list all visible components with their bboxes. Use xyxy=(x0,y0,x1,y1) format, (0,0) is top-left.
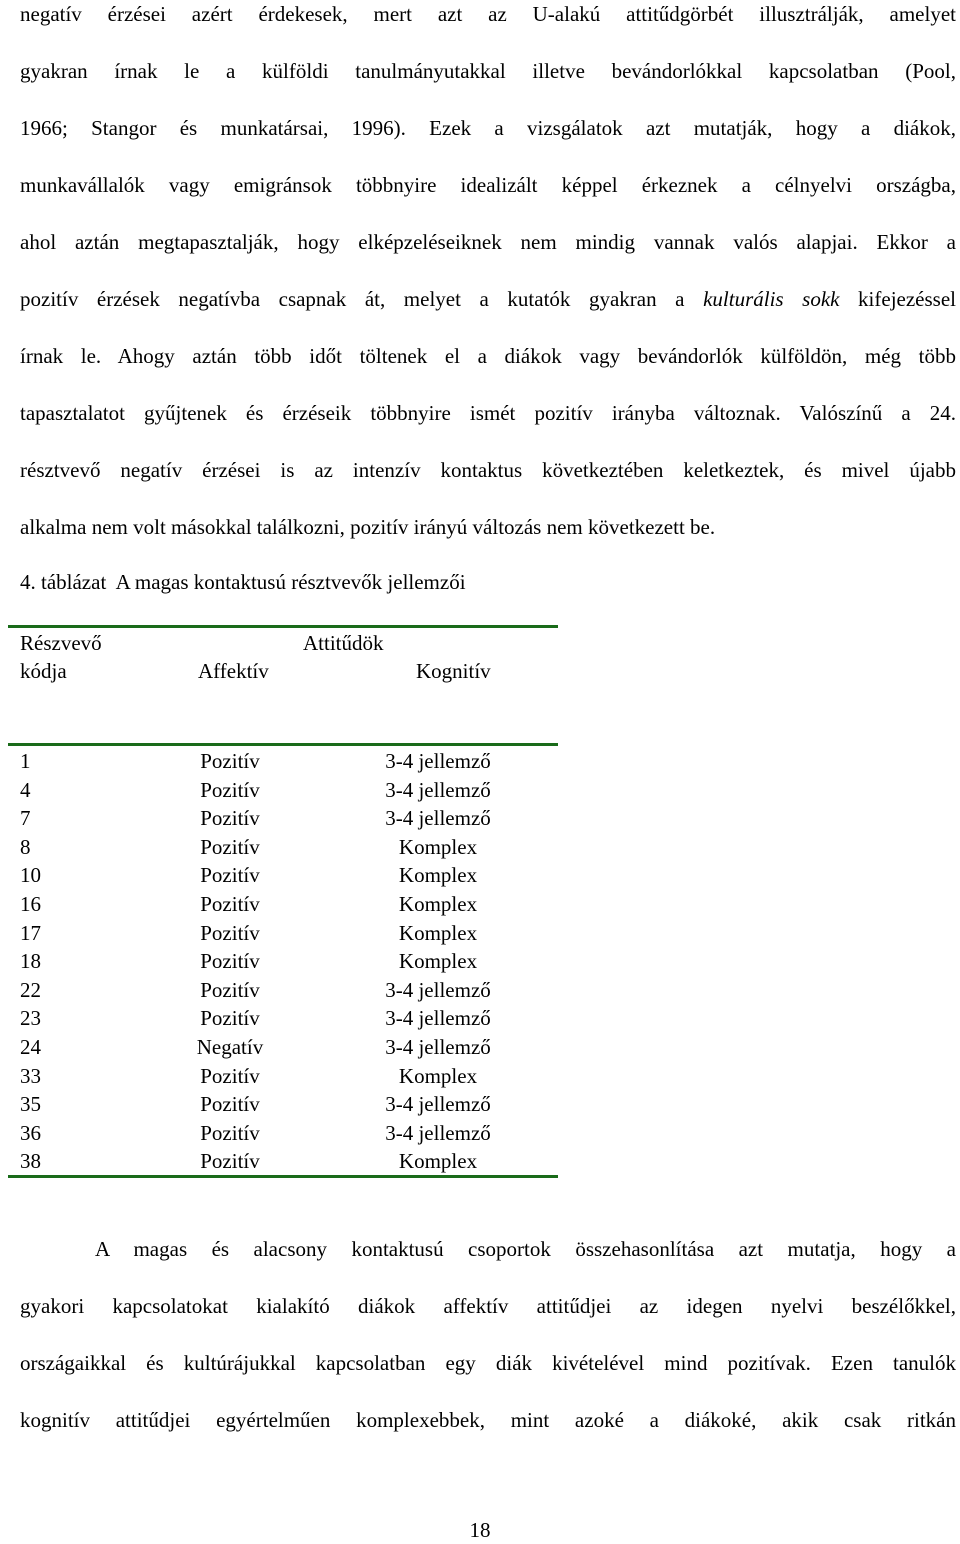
cell-affective: Negatív xyxy=(196,1035,264,1059)
cell-participant-code: 1 xyxy=(20,749,31,773)
text-line: ahol aztán megtapasztalják, hogy elképzeléseiknek nem mindig vannak valós alapjai. Ekkor a xyxy=(20,230,956,254)
cell-participant-code: 8 xyxy=(20,834,31,859)
text-segment: pozitív érzések negatívba csapnak át, melyet a kutatók gyakran a xyxy=(20,287,704,311)
table-row xyxy=(0,1062,560,1091)
cell-participant-code: 33 xyxy=(20,1063,41,1088)
table-bottom-rule xyxy=(8,1175,558,1178)
table-row xyxy=(0,776,560,805)
header-cognitive: Kognitív xyxy=(416,659,491,683)
cell-participant-code: 23 xyxy=(20,1006,41,1031)
text-line: alkalma nem volt másokkal találkozni, pozitív irányú változás nem következett be. xyxy=(20,515,716,539)
cell-cognitive: 3-4 jellemző xyxy=(385,977,491,1002)
cell-affective: Pozitív xyxy=(200,920,260,945)
table-row xyxy=(0,976,560,1005)
body-paragraph-bottom xyxy=(20,1221,956,1449)
page-number: 18 xyxy=(469,1518,491,1542)
text-line: gyakori kapcsolatokat kialakító diákok affektív attitűdjei az idegen nyelvi beszélőkkel, xyxy=(20,1294,956,1318)
cell-cognitive: Komplex xyxy=(398,892,478,916)
text-line: résztvevő negatív érzései is az intenzív kontaktus következtében keletkeztek, és mivel újabb xyxy=(20,458,956,482)
cell-cognitive: 3-4 jellemző xyxy=(385,1006,491,1031)
cell-affective: Pozitív xyxy=(200,777,260,802)
header-code-line2: kódja xyxy=(20,659,67,683)
table-row xyxy=(0,890,560,919)
cell-cognitive: 3-4 jellemző xyxy=(385,777,491,802)
cell-participant-code: 36 xyxy=(20,1120,41,1145)
table-row xyxy=(0,747,560,776)
text-line: A magas és alacsony kontaktusú csoportok összehasonlítása azt mutatja, hogy a xyxy=(95,1237,956,1261)
cell-cognitive: Komplex xyxy=(398,1063,478,1088)
cell-participant-code: 10 xyxy=(20,863,41,888)
cell-participant-code: 17 xyxy=(20,920,41,945)
cell-affective: Pozitív xyxy=(200,949,260,974)
cell-affective: Pozitív xyxy=(200,1063,260,1088)
text-line: írnak le. Ahogy aztán több időt töltenek el a diákok vagy bevándorlók külföldön, még több xyxy=(20,344,956,368)
cell-participant-code: 38 xyxy=(20,1149,41,1174)
cell-participant-code: 7 xyxy=(20,806,31,831)
table-row xyxy=(0,1119,560,1148)
table-row xyxy=(0,1090,560,1119)
cell-cognitive: Komplex xyxy=(398,920,478,945)
cell-participant-code: 22 xyxy=(20,977,41,1002)
table-row xyxy=(0,1033,560,1062)
cell-cognitive: Komplex xyxy=(398,834,478,859)
cell-cognitive: Komplex xyxy=(398,1149,478,1174)
cell-affective: Pozitív xyxy=(200,1092,260,1117)
table-top-rule xyxy=(8,625,558,628)
cell-affective: Pozitív xyxy=(200,806,260,831)
cell-affective: Pozitív xyxy=(200,863,260,888)
cell-cognitive: 3-4 jellemző xyxy=(385,1035,491,1059)
text-line-with-emphasis xyxy=(20,271,956,328)
table-caption: 4. táblázat A magas kontaktusú résztvevők jellemzői xyxy=(20,570,466,594)
text-segment: kifejezéssel xyxy=(839,287,956,311)
cell-affective: Pozitív xyxy=(200,1006,260,1031)
table-row xyxy=(0,861,560,890)
cell-participant-code: 24 xyxy=(20,1035,41,1059)
cell-affective: Pozitív xyxy=(200,1149,260,1174)
text-line: munkavállalók vagy emigránsok többnyire idealizált képpel érkeznek a célnyelvi országba, xyxy=(20,173,956,197)
cell-affective: Pozitív xyxy=(200,749,260,773)
text-line: tapasztalatot gyűjtenek és érzéseik többnyire ismét pozitív irányba változnak. Valószínű a 24. xyxy=(20,401,956,425)
cell-participant-code: 16 xyxy=(20,892,41,916)
table-header-rule xyxy=(8,743,558,746)
cell-cognitive: 3-4 jellemző xyxy=(385,749,491,773)
table-row xyxy=(0,919,560,948)
cell-cognitive: Komplex xyxy=(398,949,478,974)
emphasis-term: kulturális sokk xyxy=(703,287,840,311)
table-row xyxy=(0,833,560,862)
text-line: gyakran írnak le a külföldi tanulmányutakkal illetve bevándorlókkal kapcsolatban (Pool, xyxy=(20,59,956,83)
cell-affective: Pozitív xyxy=(200,834,260,859)
text-line: negatív érzései azért érdekesek, mert azt az U-alakú attitűdgörbét illusztrálják, amelyet xyxy=(20,2,956,26)
cell-participant-code: 4 xyxy=(20,777,31,802)
cell-cognitive: 3-4 jellemző xyxy=(385,806,491,831)
cell-affective: Pozitív xyxy=(200,1120,260,1145)
header-code-line1: Részvevő xyxy=(20,631,102,655)
cell-cognitive: 3-4 jellemző xyxy=(385,1092,491,1117)
text-line: országaikkal és kultúrájukkal kapcsolatban egy diák kivételével mind pozitívak. Ezen tanulók xyxy=(20,1351,956,1375)
table-row xyxy=(0,804,560,833)
cell-participant-code: 18 xyxy=(20,949,41,974)
text-line: kognitív attitűdjei egyértelműen komplexebbek, mint azoké a diákoké, akik csak ritkán xyxy=(20,1408,956,1432)
cell-participant-code: 35 xyxy=(20,1092,41,1117)
cell-affective: Pozitív xyxy=(200,977,260,1002)
header-affective: Affektív xyxy=(198,659,269,683)
cell-cognitive: Komplex xyxy=(398,863,478,888)
text-line: 1966; Stangor és munkatársai, 1996). Ezek a vizsgálatok azt mutatják, hogy a diákok, xyxy=(20,116,956,140)
body-paragraph-top xyxy=(20,0,956,556)
table-row xyxy=(0,1147,560,1176)
cell-cognitive: 3-4 jellemző xyxy=(385,1120,491,1145)
table-row xyxy=(0,1004,560,1033)
header-attitudes: Attitűdök xyxy=(303,631,384,655)
cell-affective: Pozitív xyxy=(200,892,260,916)
table-row xyxy=(0,947,560,976)
